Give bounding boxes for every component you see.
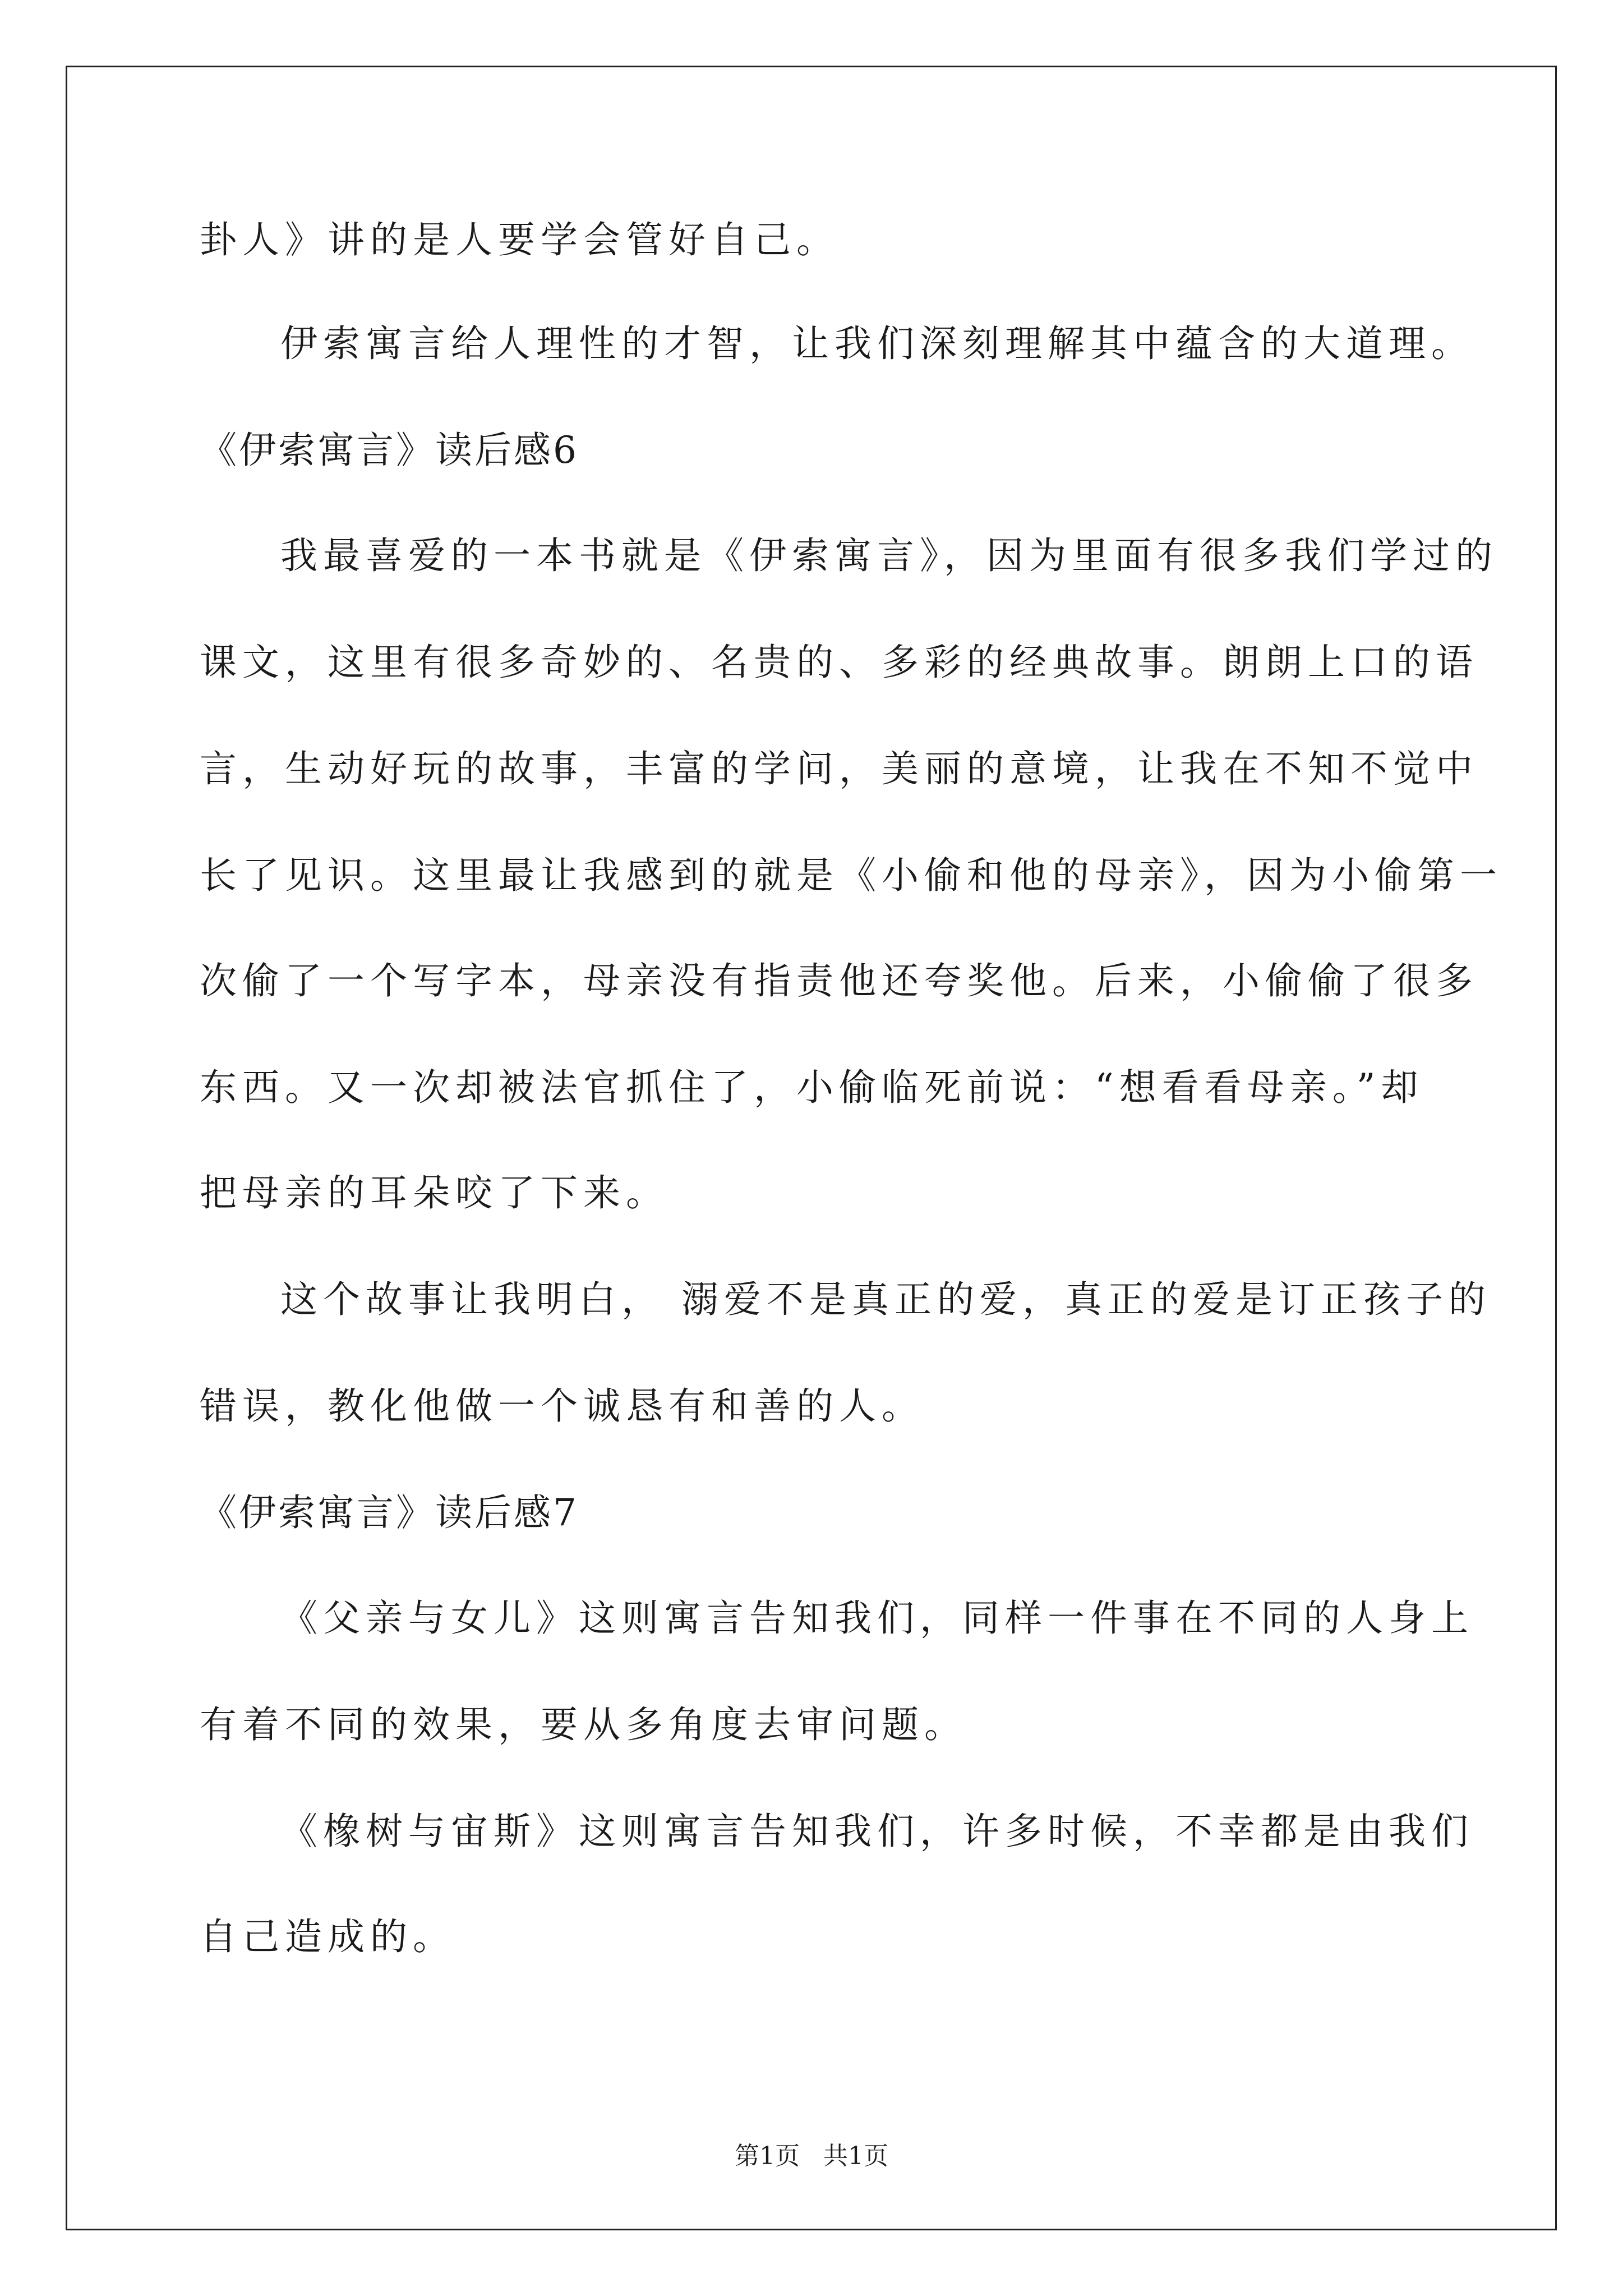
paragraph-line: 自己造成的。 — [200, 1915, 455, 1958]
paragraph-line: 《橡树与宙斯》这则寓言告知我们，许多时候，不幸都是由我们 — [280, 1810, 1474, 1853]
paragraph-line: 《父亲与女儿》这则寓言告知我们，同样一件事在不同的人身上 — [280, 1596, 1474, 1640]
page-footer: 第1页 共1页 — [735, 2142, 888, 2170]
paragraph-line: 次偷了一个写字本，母亲没有指责他还夸奖他。后来，小偷偷了很多 — [200, 959, 1478, 1002]
paragraph-line: 把母亲的耳朵咬了下来。 — [200, 1171, 668, 1214]
paragraph-line: 言，生动好玩的故事，丰富的学问，美丽的意境，让我在不知不觉中 — [200, 747, 1478, 790]
section-heading-6: 《伊索寓言》读后感6 — [200, 429, 579, 472]
paragraph-line: 错误，教化他做一个诚恳有和善的人。 — [200, 1384, 924, 1428]
paragraph-line: 课文，这里有很多奇妙的、名贵的、多彩的经典故事。朗朗上口的语 — [200, 641, 1478, 684]
paragraph-line: 伊索寓言给人理性的才智，让我们深刻理解其中蕴含的大道理。 — [280, 322, 1474, 365]
paragraph-line: 有着不同的效果，要从多角度去审问题。 — [200, 1703, 967, 1746]
paragraph-line: 这个故事让我明白， 溺爱不是真正的爱，真正的爱是订正孩子的 — [280, 1278, 1491, 1321]
paragraph-line: 我最喜爱的一本书就是《伊索寓言》，因为里面有很多我们学过的 — [280, 534, 1498, 577]
paragraph-line: 卦人》讲的是人要学会管好自己。 — [200, 218, 839, 261]
section-heading-7: 《伊索寓言》读后感7 — [200, 1491, 579, 1534]
page-border — [66, 66, 1557, 2230]
paragraph-line: 长了见识。这里最让我感到的就是《小偷和他的母亲》，因为小偷第一 — [200, 854, 1502, 897]
paragraph-line: 东西。又一次却被法官抓住了，小偷临死前说：“想看看母亲。”却 — [200, 1066, 1424, 1109]
